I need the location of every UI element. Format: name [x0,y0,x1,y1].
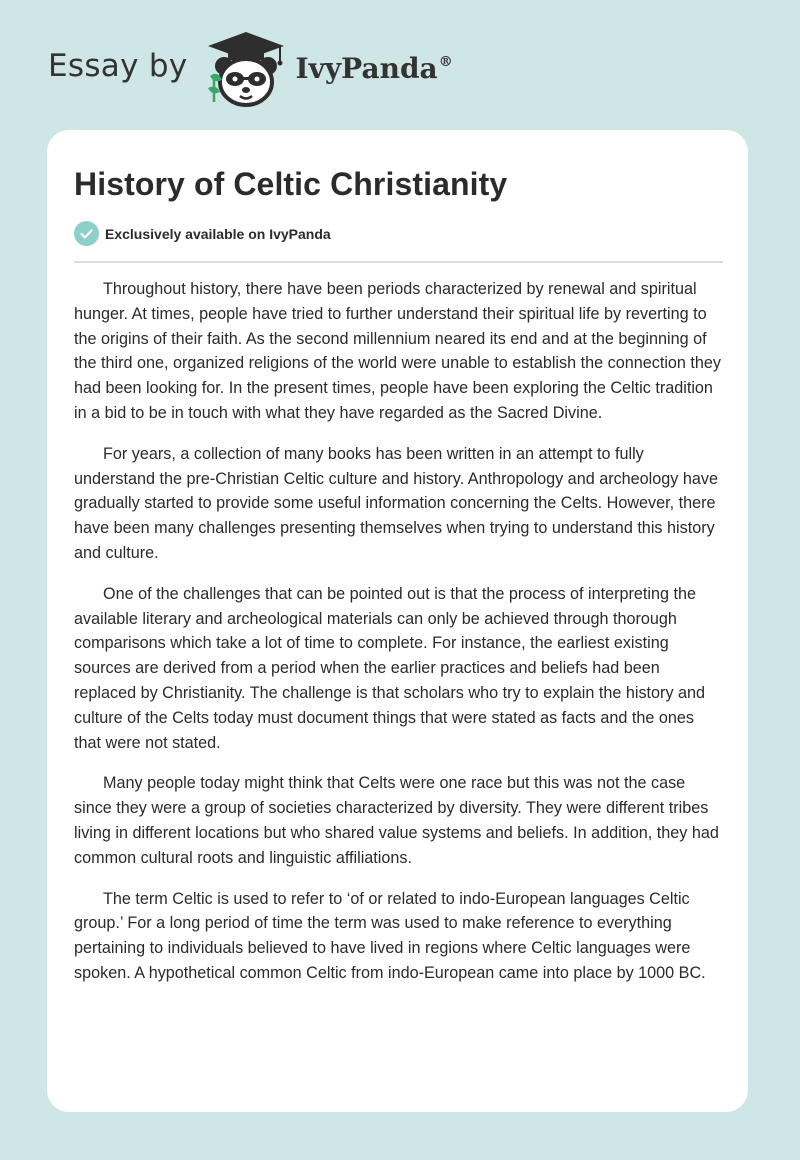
site-header [48,30,453,110]
brand-prefix: Essay by [48,48,188,84]
essay-card [47,130,748,1112]
paragraph: For years, a collection of many books has been written in an attempt to fully understand the pre-Christian Celtic culture and history. Anthropology and archeology have gradually started to provide some useful information concerning the Celts. However, there have been many challenges presenting themselves when trying to understand this history and culture. [74,444,718,562]
paragraph: One of the challenges that can be pointed out is that the process of interpreting the available literary and archeological materials can only be achieved through thorough comparisons which take a lot of time to complete. For instance, the earliest existing sources are derived from a period when the earlier practices and beliefs had been replaced by Christianity. The challenge is that scholars who try to explain the history and culture of the Celts today must document things that were stated as facts and the ones that were not stated. [74,584,706,752]
paragraph: The term Celtic is used to refer to ‘of or related to indo-European languages Celtic group.’ For a long period of time the term was used to make reference to everything pertaining to individuals believed to have lived in regions where Celtic languages were spoken. A hypothetical common Celtic from indo-European came into place by 1000 BC. [74,889,706,982]
exclusive-badge-label: Exclusively available on IvyPanda [105,225,331,242]
panda-graduate-logo-icon[interactable] [200,30,292,110]
title-divider [74,261,723,263]
brand-name-text: IvyPanda [295,51,438,85]
check-circle-icon [74,221,99,246]
essay-body [74,277,724,1002]
exclusive-badge [74,221,331,246]
registered-mark: ® [438,53,453,70]
paragraph: Throughout history, there have been periods characterized by renewal and spiritual hunger. At times, people have tried to further understand their spiritual life by reverting to the origins of their faith. As the second millennium neared its end and at the beginning of the third one, organized religions of the world were unable to establish the connection they had been looking for. In the present times, people have been exploring the Celtic tradition in a bid to be in touch with what they have regarded as the Sacred Divine. [74,280,722,422]
paragraph: Many people today might think that Celts were one race but this was not the case since they were a group of societies characterized by diversity. They were different tribes living in different locations but who shared value systems and beliefs. In addition, they had common cultural roots and linguistic affiliations. [74,774,719,867]
brand-name[interactable] [296,52,453,85]
page-title: History of Celtic Christianity [74,166,508,202]
